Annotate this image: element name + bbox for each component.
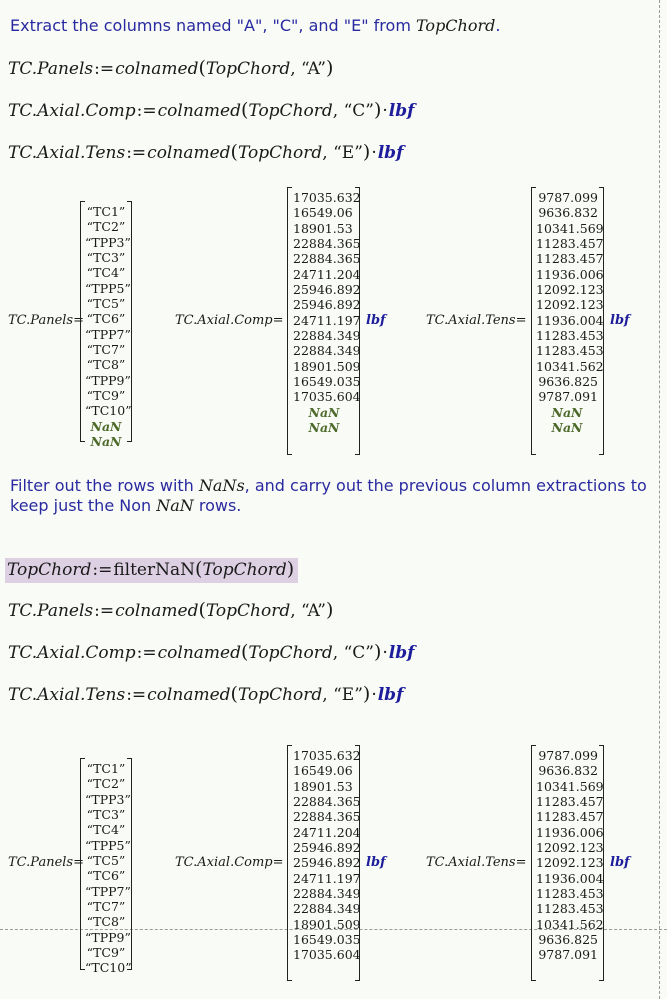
matrix-cell: 9787.091 <box>538 947 598 963</box>
def-tens-1[interactable]: TC.Axial.Tens:=colnamed(TopChord, “E”)·lbf <box>8 141 404 163</box>
matrix-cell: 11283.457 <box>536 251 604 267</box>
matrix-cell: “TPP9” <box>85 372 131 388</box>
matrix-cell: 16549.035 <box>293 374 361 390</box>
matrix-cell: 24711.204 <box>293 266 361 282</box>
matrix-cell: “TPP3” <box>85 234 131 250</box>
matrix-cell: “TC10” <box>85 403 132 419</box>
matrix-cell: “TC2” <box>86 776 126 792</box>
matrix-cell: 18901.53 <box>293 778 353 794</box>
matrix-comp-2[interactable] <box>287 745 360 981</box>
matrix-tens-1[interactable] <box>531 187 604 455</box>
matrix-cell: 16549.06 <box>293 763 353 779</box>
matrix-cell: 10341.569 <box>536 778 604 794</box>
matrix-cell: 24711.204 <box>293 824 361 840</box>
matrix-cell: “TPP5” <box>85 837 131 853</box>
matrix-cell: “TPP5” <box>85 280 131 296</box>
matrix-cell: 25946.892 <box>293 297 361 313</box>
matrix-cell: 16549.035 <box>293 932 361 948</box>
matrix-cell: “TC2” <box>86 219 126 235</box>
matrix-panels-2[interactable] <box>80 758 132 976</box>
matrix-cell: NaN <box>90 418 122 434</box>
matrix-cell: “TC5” <box>86 853 126 869</box>
matrix-cell: 11936.006 <box>536 824 604 840</box>
matrix-cell: 25946.892 <box>293 282 361 298</box>
matrix-cell: NaN <box>308 404 340 420</box>
matrix-cell: 25946.892 <box>293 855 361 871</box>
matrix-cell: 17035.604 <box>293 947 361 963</box>
matrix-cell: 11283.453 <box>536 886 604 902</box>
page-break-vertical <box>659 0 660 999</box>
matrix-cell: NaN <box>551 404 583 420</box>
matrix-cell: “TC7” <box>86 899 126 915</box>
matrix-cell: “TC10” <box>85 960 132 976</box>
matrix-cell: 22884.365 <box>293 236 361 252</box>
matrix-cell: 12092.123 <box>536 855 604 871</box>
unit-comp-1: lbf <box>366 313 386 328</box>
def-comp-1[interactable]: TC.Axial.Comp:=colnamed(TopChord, “C”)·lbf <box>8 99 415 121</box>
matrix-cell: 24711.197 <box>293 870 361 886</box>
matrix-panels-1[interactable] <box>80 201 132 450</box>
matrix-cell: 11283.457 <box>536 794 604 810</box>
matrix-cell: 11283.457 <box>536 809 604 825</box>
matrix-cell: “TC5” <box>86 296 126 312</box>
matrix-cell: “TC8” <box>86 914 126 930</box>
matrix-cell: 10341.562 <box>536 916 604 932</box>
matrix-cell: 9636.825 <box>538 374 598 390</box>
matrix-cell: 11283.453 <box>536 343 604 359</box>
matrix-cell: NaN <box>90 434 122 450</box>
matrix-cell: 12092.123 <box>536 282 604 298</box>
matrix-cell: 22884.349 <box>293 343 361 359</box>
matrix-cell: “TC1” <box>86 204 126 219</box>
matrix-cell: 11936.006 <box>536 266 604 282</box>
intro-text-region[interactable] <box>10 16 655 36</box>
unit-tens-2: lbf <box>610 855 630 870</box>
eval-tens-1-label[interactable]: TC.Axial.Tens= <box>426 313 527 328</box>
matrix-cell: 17035.632 <box>293 748 361 763</box>
matrix-cell: “TPP7” <box>85 883 131 899</box>
eval-panels-1-label[interactable]: TC.Panels= <box>8 313 85 328</box>
matrix-cell: 17035.632 <box>293 190 361 205</box>
intro-text: Extract the columns named "A", "C", and "E" from <box>10 16 416 35</box>
matrix-cell: “TC1” <box>86 761 126 776</box>
unit-tens-1: lbf <box>610 313 630 328</box>
filter-highlight: TopChord:=filterNaN(TopChord) <box>5 558 298 583</box>
matrix-cell: NaN <box>308 420 340 436</box>
eval-tens-2-label[interactable]: TC.Axial.Tens= <box>426 855 527 870</box>
matrix-cell: 22884.365 <box>293 809 361 825</box>
eval-comp-2-label[interactable]: TC.Axial.Comp= <box>175 855 284 870</box>
matrix-cell: “TC6” <box>86 868 126 884</box>
matrix-cell: 22884.349 <box>293 901 361 917</box>
matrix-cell: 9636.832 <box>538 763 598 779</box>
matrix-cell: 12092.123 <box>536 297 604 313</box>
matrix-cell: 9787.091 <box>538 389 598 405</box>
matrix-cell: “TC9” <box>86 388 126 404</box>
matrix-cell: 24711.197 <box>293 312 361 328</box>
matrix-cell: 22884.349 <box>293 328 361 344</box>
matrix-cell: “TC4” <box>86 265 126 281</box>
matrix-cell: 11283.453 <box>536 328 604 344</box>
matrix-cell: “TPP9” <box>85 929 131 945</box>
matrix-cell: 18901.509 <box>293 916 361 932</box>
eval-panels-2-label[interactable]: TC.Panels= <box>8 855 85 870</box>
matrix-cell: 25946.892 <box>293 840 361 856</box>
matrix-cell: 11283.453 <box>536 901 604 917</box>
matrix-cell: “TC3” <box>86 250 126 266</box>
matrix-cell: “TPP7” <box>85 326 131 342</box>
matrix-cell: 9636.832 <box>538 205 598 221</box>
matrix-comp-1[interactable] <box>287 187 360 455</box>
def-tens-2[interactable]: TC.Axial.Tens:=colnamed(TopChord, “E”)·lbf <box>8 683 404 705</box>
matrix-cell: 17035.604 <box>293 389 361 405</box>
matrix-cell: 9787.099 <box>538 748 598 763</box>
matrix-cell: “TC8” <box>86 357 126 373</box>
def-filter[interactable] <box>8 558 298 580</box>
def-panels-1[interactable]: TC.Panels:=colnamed(TopChord, “A”) <box>8 57 334 79</box>
filter-text-region[interactable]: Filter out the rows with NaNs, and carry out the previous column extractions to keep just the Non NaN rows. <box>10 476 647 515</box>
matrix-cell: 11283.457 <box>536 236 604 252</box>
matrix-cell: 22884.349 <box>293 886 361 902</box>
matrix-cell: 12092.123 <box>536 840 604 856</box>
matrix-cell: “TPP3” <box>85 791 131 807</box>
matrix-tens-2[interactable] <box>531 745 604 981</box>
unit-comp-2: lbf <box>366 855 386 870</box>
matrix-cell: 18901.53 <box>293 220 353 236</box>
eval-comp-1-label[interactable]: TC.Axial.Comp= <box>175 313 284 328</box>
intro-end: . <box>495 16 501 35</box>
matrix-cell: “TC7” <box>86 342 126 358</box>
matrix-cell: “TC9” <box>86 945 126 961</box>
matrix-cell: 11936.004 <box>536 870 604 886</box>
matrix-cell: “TC4” <box>86 822 126 838</box>
matrix-cell: 10341.562 <box>536 358 604 374</box>
matrix-cell: 16549.06 <box>293 205 353 221</box>
matrix-cell: 9636.825 <box>538 932 598 948</box>
matrix-cell: 22884.365 <box>293 794 361 810</box>
matrix-cell: 10341.569 <box>536 220 604 236</box>
matrix-cell: 9787.099 <box>538 190 598 205</box>
matrix-cell: NaN <box>551 420 583 436</box>
matrix-cell: “TC6” <box>86 311 126 327</box>
def-panels-2[interactable]: TC.Panels:=colnamed(TopChord, “A”) <box>8 599 334 621</box>
intro-var: TopChord <box>416 16 496 35</box>
def-comp-2[interactable]: TC.Axial.Comp:=colnamed(TopChord, “C”)·lbf <box>8 641 415 663</box>
matrix-cell: 22884.365 <box>293 251 361 267</box>
matrix-cell: “TC3” <box>86 807 126 823</box>
matrix-cell: 11936.004 <box>536 312 604 328</box>
matrix-cell: 18901.509 <box>293 358 361 374</box>
